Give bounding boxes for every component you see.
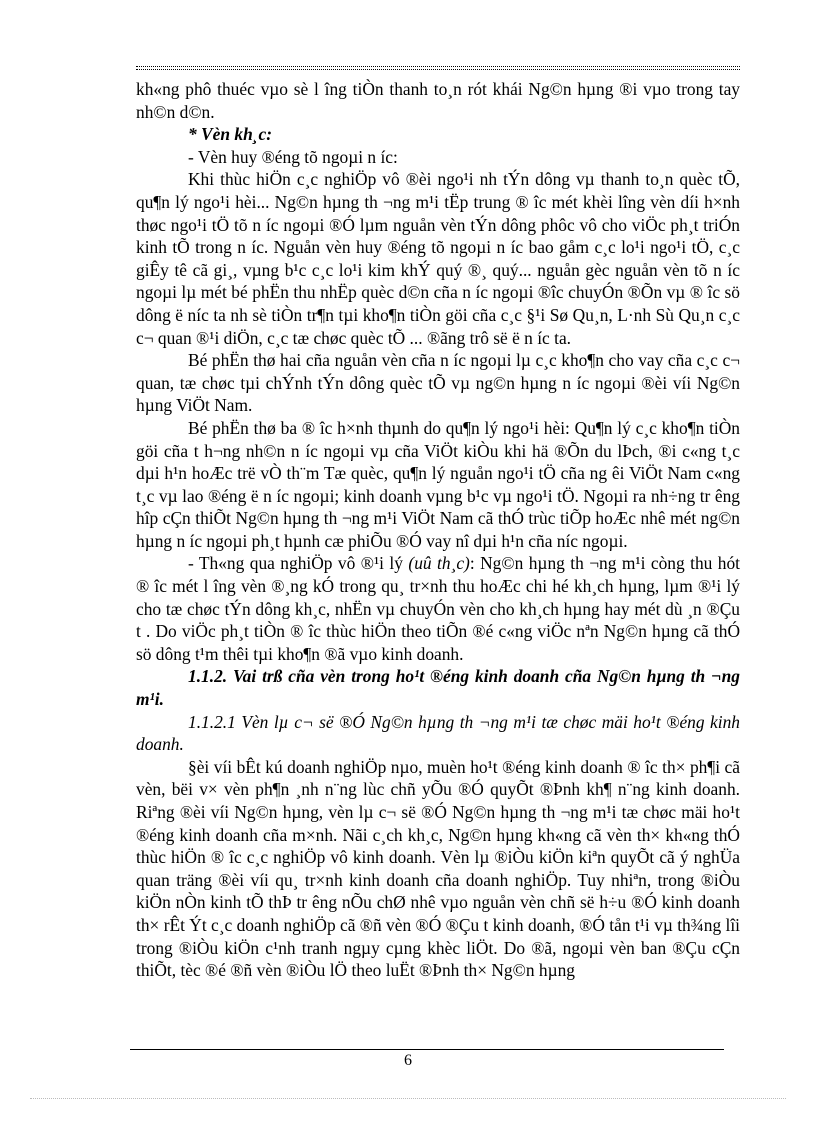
header-rule — [136, 66, 740, 67]
paragraph-continuation: kh«ng phô thuéc vµo sè l îng tiÒn thanh to¸n rót khái Ng©n hµng ®i vµo trong tay nh©n d©n. — [136, 79, 740, 122]
paragraph-agency-services: - Th«ng qua nghiÖp vô ®¹i lý (uû th¸c): Ng©n hµng th ¬ng m¹i còng thu hót ® îc mét l îng vèn ®¸ng kÓ trong qu¸ tr×nh thu hoÆc chi hé kh¸ch hµng, lµm ®¹i lý cho tæ chøc tÝn dông kh¸c, nhËn vµ chuyÓn vèn cho kh¸ch hµng hay mét dù ¸n ®Çu t . Do viÖc ph¸t tiÒn ® îc thùc hiÖn theo tiÕn ®é c«ng viÖc nªn Ng©n hµng cã thÓ sö dông t¹m thêi tµi kho¶n ®ã vµo kinh doanh. — [136, 553, 740, 664]
page-number: 6 — [404, 1052, 412, 1069]
paragraph-second-part: Bé phËn thø hai cña nguån vèn cña n íc ngoµi lµ c¸c kho¶n cho vay cña c¸c c¬ quan, tæ chøc tµi chÝnh tÝn dông quèc tÕ vµ ng©n hµng n íc ngoµi ®èi víi Ng©n hµng ViÖt Nam. — [136, 350, 740, 416]
header-rule-secondary — [136, 69, 740, 70]
subsection-heading-1-1-2-1: 1.1.2.1 Vèn lµ c¬ së ®Ó Ng©n hµng th ¬ng m¹i tæ chøc mäi ho¹t ®éng kinh doanh. — [136, 711, 740, 755]
document-body — [136, 78, 740, 982]
paragraph-third-part: Bé phËn thø ba ® îc h×nh thµnh do qu¶n lý ngo¹i hèi: Qu¶n lý c¸c kho¶n tiÒn göi cña t h¬ng nh©n n íc ngoµi vµ cña ViÖt kiÒu khi hä ®Õn du lÞch, ®i c«ng t¸c dµi h¹n hoÆc trë vÒ th¨m Tæ quèc, qu¶n lý nguån ngo¹i tÖ cña ng êi ViÖt Nam c«ng t¸c vµ lao ®éng ë n íc ngoµi; kinh doanh vµng b¹c vµ ngo¹i tÖ. Ngoµi ra nh÷ng tr êng hîp cÇn thiÕt Ng©n hµng th ¬ng m¹i ViÖt Nam cã thÓ trùc tiÕp hoÆc nhê mét ng©n hµng n íc ngoµi ph¸t hµnh cæ phiÕu ®Ó vay nî dµi h¹n cña níc ngoµi. — [136, 417, 740, 551]
italic-fragment: (uû th¸c) — [408, 553, 470, 574]
bullet-foreign-capital: - Vèn huy ®éng tõ ngoµi n íc: — [188, 146, 398, 167]
page-bottom-rule — [30, 1098, 786, 1099]
paragraph-capital-role: §èi víi bÊt kú doanh nghiÖp nµo, muèn ho¹t ®éng kinh doanh ® îc th× ph¶i cã vèn, bëi v× vèn ph¶n ¸nh n¨ng lùc chñ yÕu ®Ó quyÕt ®Þnh kh¶ n¨ng kinh doanh. Riªng ®èi víi Ng©n hµng, vèn lµ c¬ së ®Ó Ng©n hµng th ¬ng m¹i tæ chøc mäi ho¹t ®éng kinh doanh cña m×nh. Nãi c¸ch kh¸c, Ng©n hµng kh«ng cã vèn th× kh«ng thÓ thùc hiÖn ® îc c¸c nghiÖp vô kinh doanh. Vèn lµ ®iÒu kiÖn kiªn quyÕt cã ý nghÜa quan träng ®èi víi qu¸ tr×nh kinh doanh cña doanh nghiÖp. Tuy nhiªn, trong ®iÒu kiÖn nÒn kinh tÕ thÞ tr êng nÕu chØ nhê vµo nguån vèn chñ së h÷u ®Ó kinh doanh th× rÊt Ýt c¸c doanh nghiÖp cã ®ñ vèn ®Ó ®Çu t kinh doanh, ®Ó tån t¹i vµ th¾ng lîi trong ®iÒu kiÖn c¹nh tranh ngµy cµng khèc liÖt. Do ®ã, ngoµi vèn ban ®Çu cÇn thiÕt, tèc ®é ®ñ vèn ®iÒu lÖ theo luËt ®Þnh th× Ng©n hµng — [136, 756, 740, 981]
section-heading-1-1-2: 1.1.2. Vai trß cña vèn trong ho¹t ®éng kinh doanh cña Ng©n hµng th ¬ng m¹i. — [136, 666, 740, 710]
footer-rule — [130, 1049, 724, 1050]
paragraph-foreign-operations: Khi thùc hiÖn c¸c nghiÖp vô ®èi ngo¹i nh tÝn dông vµ thanh to¸n quèc tÕ, qu¶n lý ngo¹i hèi... Ng©n hµng th ¬ng m¹i tËp trung ® îc mét khèi lîng vèn díi h×nh thøc ngo¹i tÖ tõ n íc ngoµi ®Ó lµm nguån vèn tÝn dông phôc vô cho viÖc ph¸t triÓn kinh tÕ trong n íc. Nguån vèn huy ®éng tõ ngoµi n íc bao gåm c¸c lo¹i ngo¹i tÖ, c¸c giÊy tê cã gi¸, vµng b¹c c¸c lo¹i kim khÝ quý ®¸ quý... nguån gèc nguån vèn tõ n íc ngoµi lµ mét bé phËn thu nhËp quèc d©n cña n íc ngoµi ®îc chuyÓn ®Õn vµ ® îc sö dông ë níc ta nh sè tiÒn tr¶n tµi kho¶n tiÒn göi cña c¸c §¹i Sø Qu¸n, L·nh Sù Qu¸n c¸c c¬ quan ®¹i diÖn, c¸c tæ chøc quèc tÕ ... ®ãng trô së ë n íc ta. — [136, 169, 740, 348]
subheading-other-capital: * Vèn kh¸c: — [188, 124, 273, 145]
